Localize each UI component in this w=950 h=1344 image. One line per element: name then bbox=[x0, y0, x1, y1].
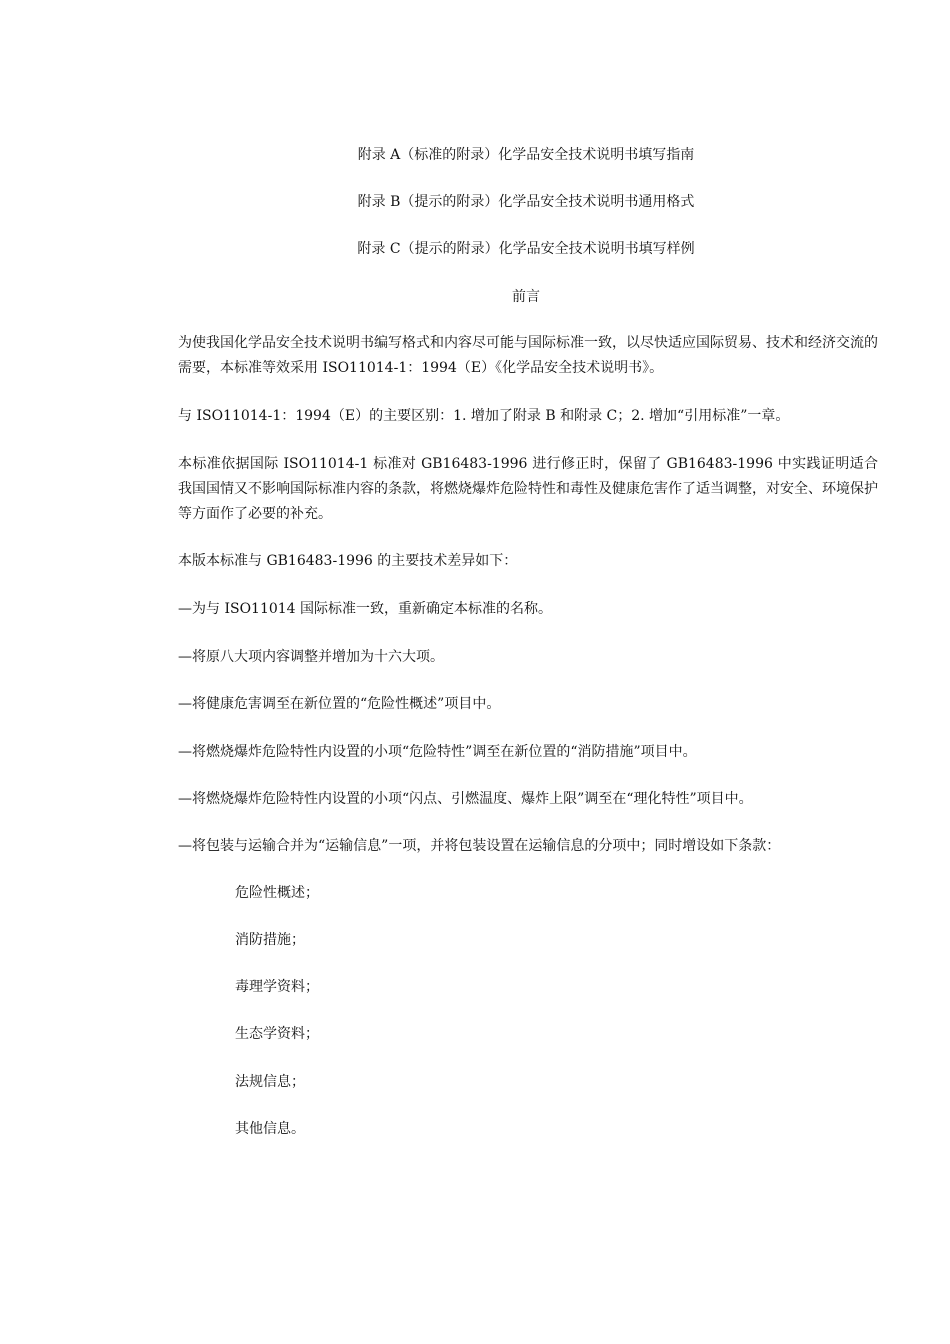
added-item-firefighting: 消防措施； bbox=[235, 932, 305, 948]
added-item-toxicology: 毒理学资料； bbox=[235, 979, 319, 995]
difference-item-3: —将健康危害调至在新位置的“危险性概述”项目中。 bbox=[178, 696, 501, 712]
paragraph-purpose: 为使我国化学品安全技术说明书编写格式和内容尽可能与国际标准一致，以尽快适应国际贸易、技术和经济交流的需要，本标准等效采用 ISO11014-1：1994（E）《化学品安全技术说明书》。 bbox=[178, 335, 878, 376]
appendix-a-title: 附录 A（标准的附录）化学品安全技术说明书填写指南 bbox=[357, 147, 695, 163]
difference-item-1: —为与 ISO11014 国际标准一致，重新确定本标准的名称。 bbox=[178, 601, 553, 617]
paragraph-tech-differences-intro: 本版本标准与 GB16483-1996 的主要技术差异如下： bbox=[178, 553, 518, 569]
appendix-c-title: 附录 C（提示的附录）化学品安全技术说明书填写样例 bbox=[357, 241, 695, 257]
added-item-hazard-overview: 危险性概述； bbox=[235, 885, 319, 901]
added-item-other: 其他信息。 bbox=[235, 1121, 305, 1137]
paragraph-revision-basis: 本标准依据国际 ISO11014-1 标准对 GB16483-1996 进行修正时，保留了 GB16483-1996 中实践证明适合我国国情又不影响国际标准内容的条款，将燃烧爆炸危险特性和毒性及健康危害作了适当调整，对安全、环境保护等方面作了必要的补充。 bbox=[178, 456, 878, 522]
difference-item-4: —将燃烧爆炸危险特性内设置的小项“危险特性”调至在新位置的“消防措施”项目中。 bbox=[178, 744, 697, 760]
difference-item-2: —将原八大项内容调整并增加为十六大项。 bbox=[178, 649, 444, 665]
difference-item-5: —将燃烧爆炸危险特性内设置的小项“闪点、引燃温度、爆炸上限”调至在“理化特性”项目中。 bbox=[178, 791, 753, 807]
added-item-ecology: 生态学资料； bbox=[235, 1026, 319, 1042]
paragraph-differences-iso: 与 ISO11014-1：1994（E）的主要区别：1. 增加了附录 B 和附录 C；2. 增加“引用标准”一章。 bbox=[178, 408, 790, 424]
difference-item-6: —将包装与运输合并为“运输信息”一项，并将包装设置在运输信息的分项中；同时增设如下条款： bbox=[178, 838, 781, 854]
preface-heading: 前言 bbox=[512, 289, 540, 305]
added-item-regulatory: 法规信息； bbox=[235, 1074, 305, 1090]
appendix-b-title: 附录 B（提示的附录）化学品安全技术说明书通用格式 bbox=[357, 194, 695, 210]
